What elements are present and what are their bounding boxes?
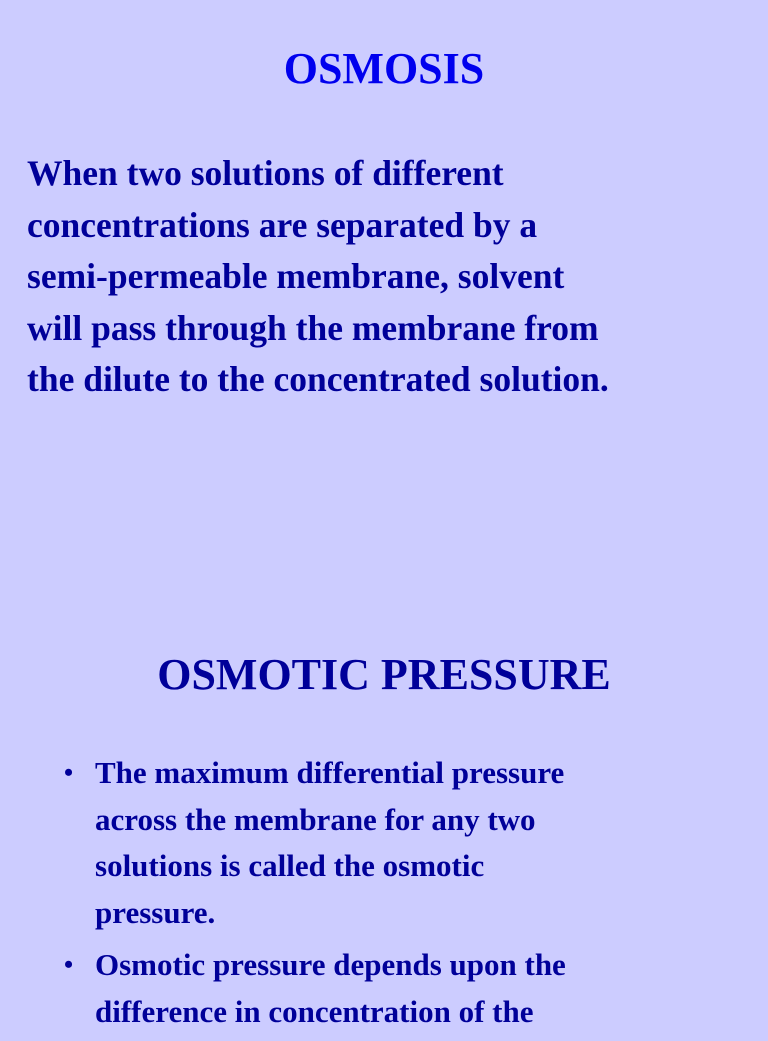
slide-title: OSMOSIS — [283, 44, 485, 93]
bullet-line: solutions is called the osmotic — [95, 848, 485, 883]
bullet-item — [0, 942, 768, 1035]
bullet-list — [0, 750, 768, 1041]
bullet-icon: • — [64, 758, 74, 787]
definition-paragraph — [27, 148, 747, 406]
bullet-line: difference in concentration of the — [95, 993, 534, 1029]
slide-title: OSMOTIC PRESSURE — [157, 650, 611, 699]
definition-line: When two solutions of different — [27, 153, 504, 193]
definition-line: semi-permeable membrane, solvent — [27, 256, 565, 296]
definition-line: the dilute to the concentrated solution. — [27, 359, 609, 399]
slide-osmosis — [0, 0, 768, 520]
bullet-item — [0, 750, 768, 936]
bullet-line: The maximum differential pressure — [95, 755, 565, 790]
bullet-line: across the membrane for any two — [95, 801, 536, 837]
bullet-line: pressure. — [95, 894, 216, 930]
definition-line: will pass through the membrane from — [27, 307, 599, 348]
bullet-icon: • — [64, 950, 74, 979]
bullet-line: Osmotic pressure depends upon the — [95, 947, 566, 982]
definition-line: concentrations are separated by a — [27, 204, 538, 245]
slide-osmotic-pressure — [0, 620, 768, 1029]
